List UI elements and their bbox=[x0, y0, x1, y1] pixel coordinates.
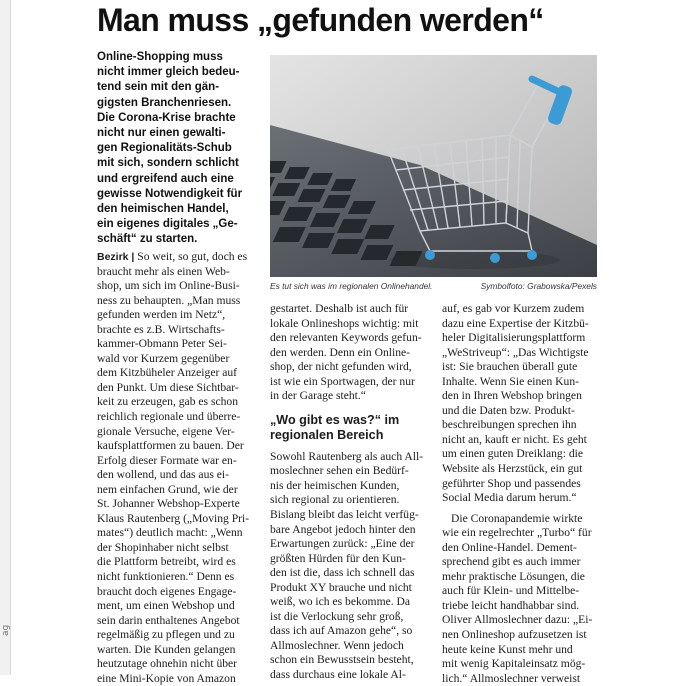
article-line: shop, der nicht gefunden wird, bbox=[270, 360, 412, 374]
article-line: mit wenig Kapitaleinsatz mög- bbox=[442, 657, 586, 671]
article-line: den Punkt. Um diese Sichtbar- bbox=[97, 380, 239, 394]
article-line: Klaus Rautenberg („Moving Pri- bbox=[97, 511, 250, 525]
article-line: warten. Die Kunden gelangen bbox=[97, 642, 236, 656]
article-line: Inhalte. Wenn Sie einen Kun- bbox=[442, 374, 579, 388]
article-line: dass durchaus eine lokale Al- bbox=[270, 668, 406, 682]
lead-line: gewisse Notwendigkeit für bbox=[97, 187, 243, 200]
article-line: kaufsplattformen zu bauen. Der bbox=[97, 439, 244, 453]
article-line: bare Angebot jedoch hinter den bbox=[270, 522, 416, 536]
article-line: ment, um einen Webshop und bbox=[97, 599, 235, 613]
article-line: den ist die, dass ich schnell das bbox=[270, 566, 415, 580]
photo-caption: Es tut sich was im regionalen Onlinehandel. bbox=[270, 281, 433, 291]
lead-line: nicht nur einen gewalti- bbox=[97, 127, 226, 140]
article-line: Website als Herzstück, ein gut bbox=[442, 462, 583, 476]
article-line: auch für Klein- und Mittelbe- bbox=[442, 584, 580, 598]
article-line: Social Media darum herum.“ bbox=[442, 491, 577, 505]
photo-credit: Symbolfoto: Grabowska/Pexels bbox=[480, 281, 597, 291]
lead-line: ein eigenes digitales „Ge- bbox=[97, 218, 238, 231]
article-headline: Man muss „gefunden werden“ bbox=[97, 2, 544, 38]
article-line: geführter Shop und passendes bbox=[442, 476, 581, 490]
lead-line: tend sein mit den gän- bbox=[97, 81, 220, 94]
article-line: Erwartungen zurück: „Eine der bbox=[270, 537, 415, 551]
article-line: nis der heimischen Kunden, bbox=[270, 478, 400, 492]
location-kicker: Bezirk | bbox=[97, 251, 135, 263]
article-line: St. Johanner Webshop-Experte bbox=[97, 497, 240, 511]
article-line: sprechend gibt es auch immer bbox=[442, 555, 581, 569]
lead-line: gen Regionalitäts-Schub bbox=[97, 142, 232, 155]
article-line: shop, um sich im Online-Busi- bbox=[97, 279, 240, 293]
article-line: heler Digitalisierungsplattform bbox=[442, 331, 586, 345]
article-line: ist: Sie brauchen überall gute bbox=[442, 360, 578, 374]
article-column-3 bbox=[442, 302, 597, 686]
article-line: ist wie ein Sportwagen, der nur bbox=[270, 374, 415, 388]
article-line: mates“) deutlich macht: „Wenn bbox=[97, 526, 243, 540]
article-line: ness zu behaupten. „Man muss bbox=[97, 293, 241, 307]
article-line: Erfolg dieser Formate war en- bbox=[97, 453, 237, 467]
article-column-2 bbox=[270, 302, 430, 683]
lead-line: gigsten Branchenriesen. bbox=[97, 96, 232, 109]
article-line: größten Hürden für den Kun- bbox=[270, 551, 406, 565]
shopping-cart-on-laptop-photo bbox=[270, 55, 597, 277]
article-line: Oliver Allmoslechner dazu: „Ei- bbox=[442, 613, 593, 627]
article-line: Sowohl Rautenberg als auch All- bbox=[270, 449, 424, 463]
article-line: die Plattform betreibt, wird es bbox=[97, 555, 236, 569]
article-column-1 bbox=[97, 250, 260, 686]
lead-line: und ergreifend auch eine bbox=[97, 172, 234, 185]
article-line: Produkt XY brauche und nicht bbox=[270, 580, 412, 594]
article-line: braucht doch eigenes Engage- bbox=[97, 584, 237, 598]
lead-line: Online-Shopping muss bbox=[97, 51, 223, 63]
article-line: sich regional zu orientieren. bbox=[270, 493, 400, 507]
article-line: wald vor Kurzem gegenüber bbox=[97, 351, 230, 365]
article-line: den wollend, und das aus ei- bbox=[97, 468, 230, 482]
article-line: dass ich auf Amazon gehe“, so bbox=[270, 624, 413, 638]
article-line: moslechner sehen ein Bedürf- bbox=[270, 464, 409, 478]
article-line: den werden. Denn ein Online- bbox=[270, 345, 411, 359]
article-line: dem Kitzbüheler Anzeiger auf bbox=[97, 366, 238, 380]
article-subheading bbox=[270, 413, 430, 444]
article-line: mehr praktische Lösungen, die bbox=[442, 569, 585, 583]
article-line: brachte es z.B. Wirtschafts- bbox=[97, 322, 225, 336]
article-line: gefunden werden im Netz“, bbox=[97, 308, 226, 322]
article-line: nicht an, kauft er nicht. Es geht bbox=[442, 432, 587, 446]
page-gutter bbox=[0, 0, 11, 675]
article-line: weiß, wo ich es bekomme. Da bbox=[270, 595, 411, 609]
article-line: reichlich regionale und überre- bbox=[97, 410, 241, 424]
article-line: den relevanten Keywords gefun- bbox=[270, 331, 422, 345]
article-line: kammer-Obmann Peter Sei- bbox=[97, 337, 227, 351]
lead-line: schäft“ zu starten. bbox=[97, 233, 198, 246]
article-line: Allmoslechner. Wenn jedoch bbox=[270, 638, 404, 652]
article-line: beschreibungen sprechen ihn bbox=[442, 418, 577, 432]
article-line: nem einfachen Grund, wie der bbox=[97, 482, 238, 496]
article-line: den in Ihren Webshop bringen bbox=[442, 389, 582, 403]
article-line: der Shopinhaber nicht selbst bbox=[97, 540, 229, 554]
photo-caption-row bbox=[270, 281, 597, 291]
lead-line: Die Corona-Krise brachte bbox=[97, 111, 236, 124]
article-line: triebe leicht handhabbar sind. bbox=[442, 598, 580, 612]
lead-line: nicht immer gleich bedeu- bbox=[97, 66, 240, 79]
lead-line: mit sich, sondern schlicht bbox=[97, 157, 239, 170]
article-line: heute keine Kunst mehr und bbox=[442, 642, 573, 656]
article-line: regelmäßig zu pflegen und zu bbox=[97, 628, 235, 642]
article-line: eine Mini-Kopie von Amazon bbox=[97, 671, 236, 685]
article-line: in der Garage steht.“ bbox=[270, 389, 366, 403]
article-line: wie ein regelrechter „Turbo“ für bbox=[442, 526, 592, 540]
article-line: dazu eine Expertise der Kitzbü- bbox=[442, 316, 589, 330]
article-line: gionale Versuche, eigene Ver- bbox=[97, 424, 235, 438]
article-line: Die Coronapandemie wirkte bbox=[451, 511, 583, 525]
article-lead bbox=[97, 50, 262, 248]
article-line: nicht funktionieren.“ Denn es bbox=[97, 570, 235, 584]
page-edge-mark: ag bbox=[1, 624, 11, 636]
article-line: braucht mehr als einen Web- bbox=[97, 264, 230, 278]
article-line: „WeStriveup“: „Das Wichtigste bbox=[442, 345, 589, 359]
article-line: lich.“ Allmoslechner verweist bbox=[442, 671, 581, 685]
lead-line: den heimischen Handel, bbox=[97, 203, 229, 216]
article-line: gestartet. Deshalb ist auch für bbox=[270, 302, 409, 315]
article-line: ist die Verlockung sehr groß, bbox=[270, 609, 404, 623]
article-line: lokale Onlineshops wichtig: mit bbox=[270, 316, 419, 330]
article-line: schon ein Bewusstsein besteht, bbox=[270, 653, 414, 667]
article-line: Bislang bleibt das leicht verfüg- bbox=[270, 508, 419, 522]
article-line: nen Onlineshop aufzusetzen ist bbox=[442, 628, 587, 642]
article-line: den Online-Handel. Dement- bbox=[442, 540, 577, 554]
article-line: auf, es gab vor Kurzem zudem bbox=[442, 302, 585, 315]
article-line: heutzutage ohnehin nicht über bbox=[97, 657, 238, 671]
subheading-line: regionalen Bereich bbox=[270, 428, 384, 443]
first-line-text: So weit, so gut, doch es bbox=[134, 250, 248, 263]
article-line: sein darin enthaltenes Angebot bbox=[97, 613, 240, 627]
article-line: und die Daten bzw. Produkt- bbox=[442, 403, 575, 417]
column-1-first-line bbox=[97, 250, 260, 265]
article-line: keit zu erzeugen, gab es schon bbox=[97, 395, 238, 409]
subheading-line: „Wo gibt es was?“ im bbox=[270, 412, 400, 427]
article-line: um einen guten Dreiklang: die bbox=[442, 447, 584, 461]
